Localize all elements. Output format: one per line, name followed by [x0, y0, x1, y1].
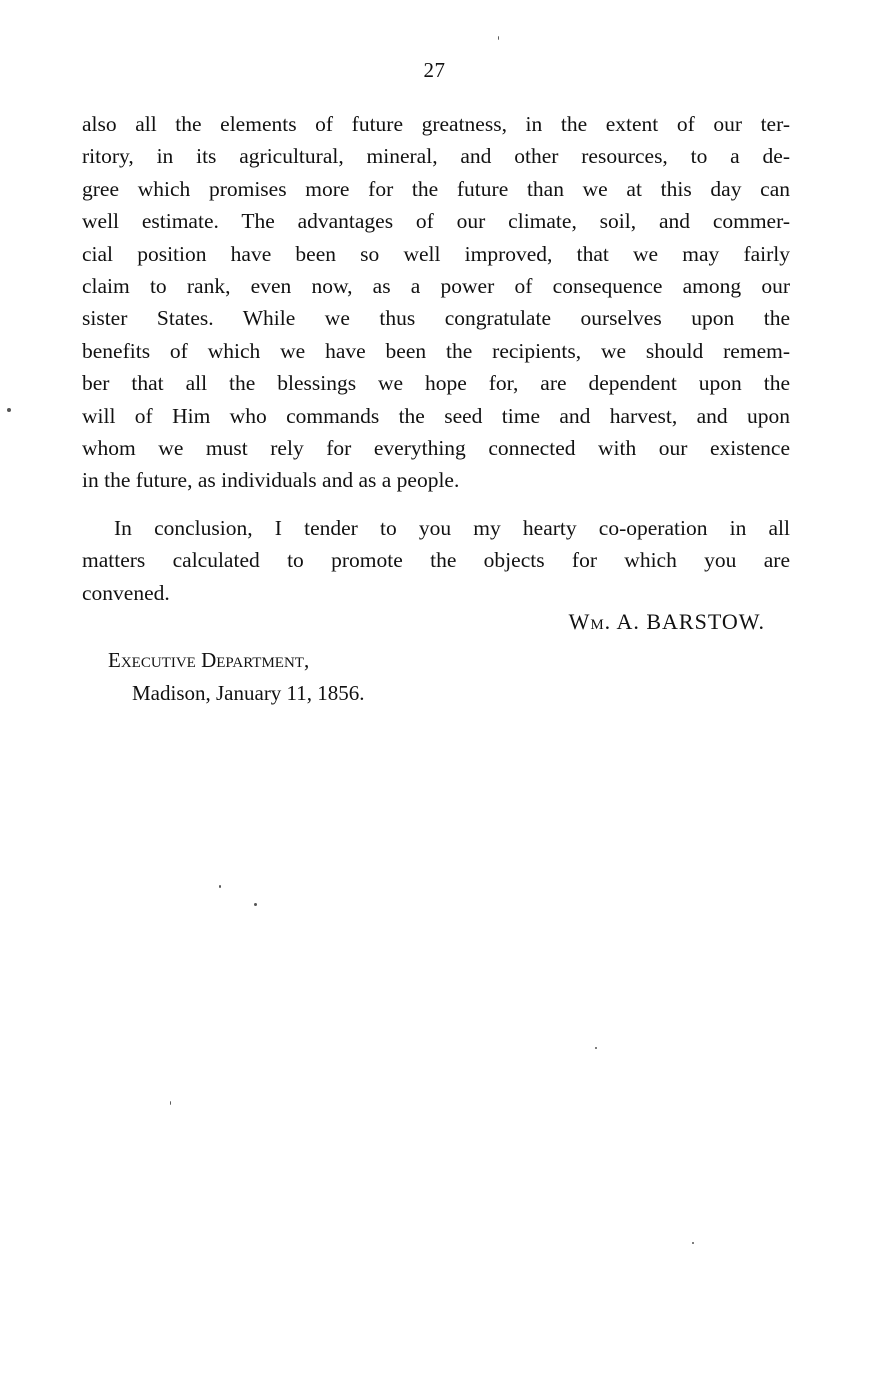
scan-speck — [7, 408, 11, 412]
scan-speck — [170, 1101, 171, 1105]
scan-speck — [595, 1047, 597, 1049]
paragraph-1 — [82, 108, 790, 497]
text-line: benefits of which we have been the recipients, we should remem- — [82, 338, 790, 363]
paragraph-2 — [82, 512, 790, 609]
text-line: gree which promises more for the future than we at this day can — [82, 176, 790, 201]
text-line: well estimate. The advantages of our climate, soil, and commer- — [82, 209, 790, 234]
text-line: sister States. While we thus congratulate ourselves upon the — [82, 306, 790, 331]
department-line: Executive Department, — [108, 648, 310, 672]
scan-speck — [219, 885, 221, 888]
text-line: will of Him who commands the seed time and harvest, and upon — [82, 403, 790, 428]
text-line: cial position have been so well improved, that we may fairly — [82, 241, 790, 266]
text-line: claim to rank, even now, as a power of consequence among our — [82, 273, 790, 298]
text-line: matters calculated to promote the objects for which you are — [82, 548, 790, 573]
text-line: in the future, as individuals and as a people. — [82, 468, 460, 493]
scan-speck — [692, 1242, 694, 1244]
scan-speck — [254, 903, 257, 906]
text-line: also all the elements of future greatness, in the extent of our ter- — [82, 112, 790, 136]
dateline — [108, 644, 365, 710]
page-number: 27 — [423, 58, 446, 82]
text-line: In conclusion, I tender to you my hearty co-operation in all — [114, 516, 790, 540]
text-line: ber that all the blessings we hope for, are dependent upon the — [82, 371, 790, 396]
text-line: whom we must rely for everything connected with our existence — [82, 435, 790, 460]
signature: Wm. A. BARSTOW. — [568, 609, 765, 634]
place-date-line: Madison, January 11, 1856. — [132, 681, 365, 705]
scan-speck — [498, 36, 499, 40]
text-line: convened. — [82, 580, 170, 605]
text-line: ritory, in its agricultural, mineral, and other resources, to a de- — [82, 144, 790, 169]
